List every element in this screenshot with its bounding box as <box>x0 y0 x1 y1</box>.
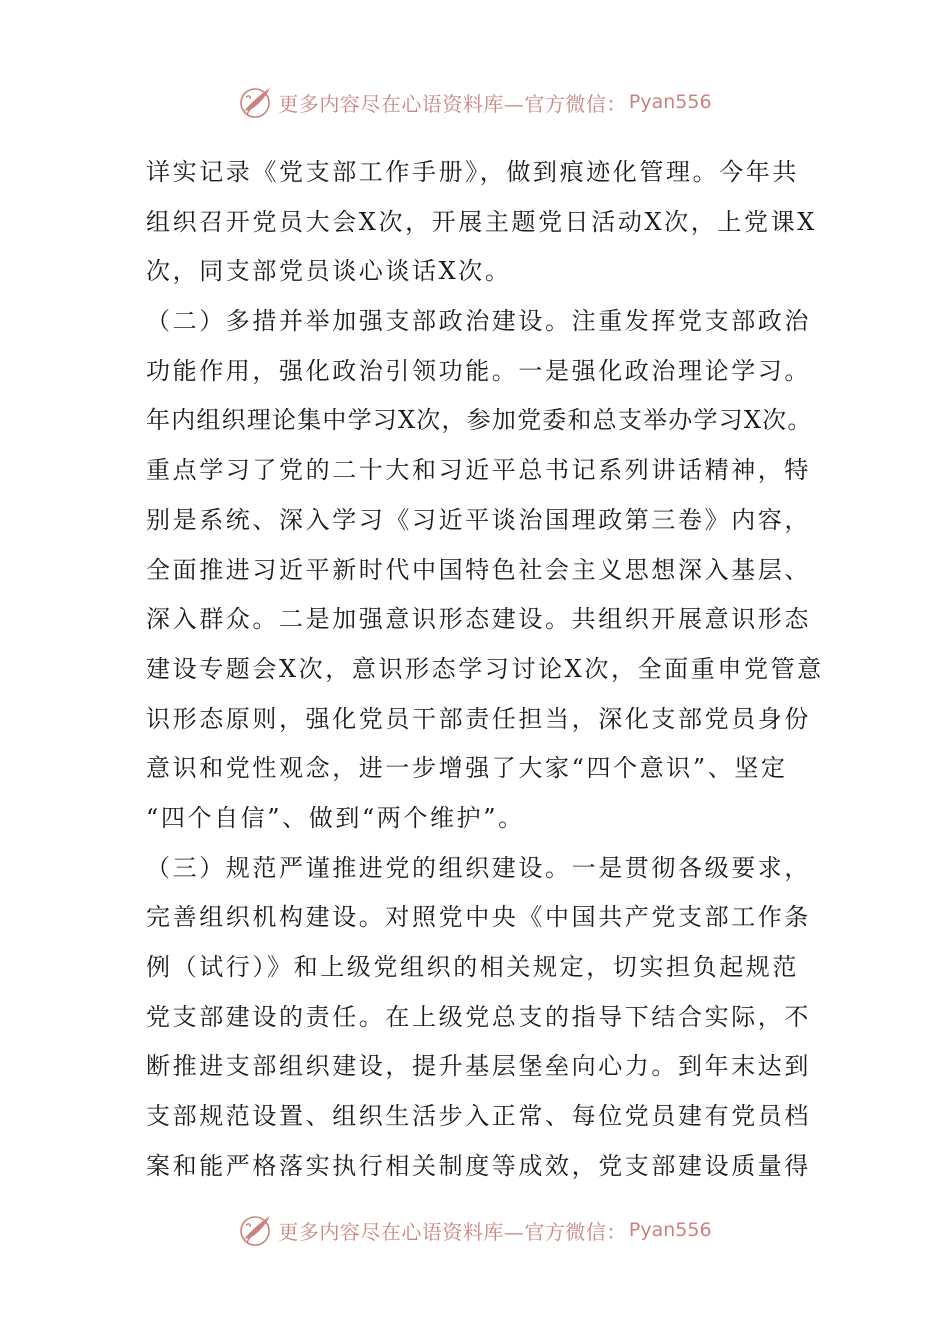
footer-banner <box>0 1210 950 1250</box>
body-line: 建设专题会X次，意识形态学习讨论X次，全面重申党管意 <box>146 654 824 683</box>
body-line: （二）多措并举加强支部政治建设。注重发挥党支部政治 <box>146 307 811 336</box>
body-line: 功能作用，强化政治引领功能。一是强化政治理论学习。 <box>146 356 811 385</box>
body-line: 识形态原则，强化党员干部责任担当，深化支部党员身份 <box>146 704 811 733</box>
body-line: 例（试行）》和上级党组织的相关规定，切实担负起规范 <box>146 953 799 981</box>
body-line: 意识和党性观念，进一步增强了大家“四个意识”、坚定 <box>146 754 788 783</box>
body-line: 年内组织理论集中学习X次，参加党委和总支举办学习X次。 <box>146 406 813 435</box>
quill-pen-icon <box>238 1212 274 1248</box>
header-banner-text: 更多内容尽在心语资料库—官方微信： <box>278 91 627 116</box>
body-line: 党支部建设的责任。在上级党总支的指导下结合实际，不 <box>146 1002 811 1031</box>
body-line: 详实记录《党支部工作手册》，做到痕迹化管理。今年共 <box>146 158 799 186</box>
header-banner <box>0 82 950 122</box>
body-line: 全面推进习近平新时代中国特色社会主义思想深入基层、 <box>146 555 811 584</box>
header-wechat-id: Pyan556 <box>628 91 712 113</box>
footer-wechat-id: Pyan556 <box>628 1219 712 1241</box>
body-line: 完善组织机构建设。对照党中央《中国共产党支部工作条 <box>146 903 811 932</box>
body-line: 深入群众。二是加强意识形态建设。共组织开展意识形态 <box>146 605 811 634</box>
body-line: 组织召开党员大会X次，开展主题党日活动X次，上党课X <box>146 207 817 236</box>
body-line: 重点学习了党的二十大和习近平总书记系列讲话精神，特 <box>146 456 811 485</box>
body-line: “四个自信”、做到“两个维护”。 <box>146 803 525 832</box>
body-line: 支部规范设置、组织生活步入正常、每位党员建有党员档 <box>146 1102 811 1131</box>
body-line: 案和能严格落实执行相关制度等成效，党支部建设质量得 <box>146 1151 811 1180</box>
body-line: 断推进支部组织建设，提升基层堡垒向心力。到年末达到 <box>146 1052 811 1081</box>
body-line: 别是系统、深入学习《习近平谈治国理政第三卷》内容， <box>146 505 811 534</box>
body-line: 次，同支部党员谈心谈话X次。 <box>146 257 512 286</box>
quill-pen-icon <box>238 84 274 120</box>
document-body <box>146 148 826 1191</box>
footer-banner-text: 更多内容尽在心语资料库—官方微信： <box>278 1219 627 1244</box>
body-line: （三）规范严谨推进党的组织建设。一是贯彻各级要求， <box>146 853 811 882</box>
